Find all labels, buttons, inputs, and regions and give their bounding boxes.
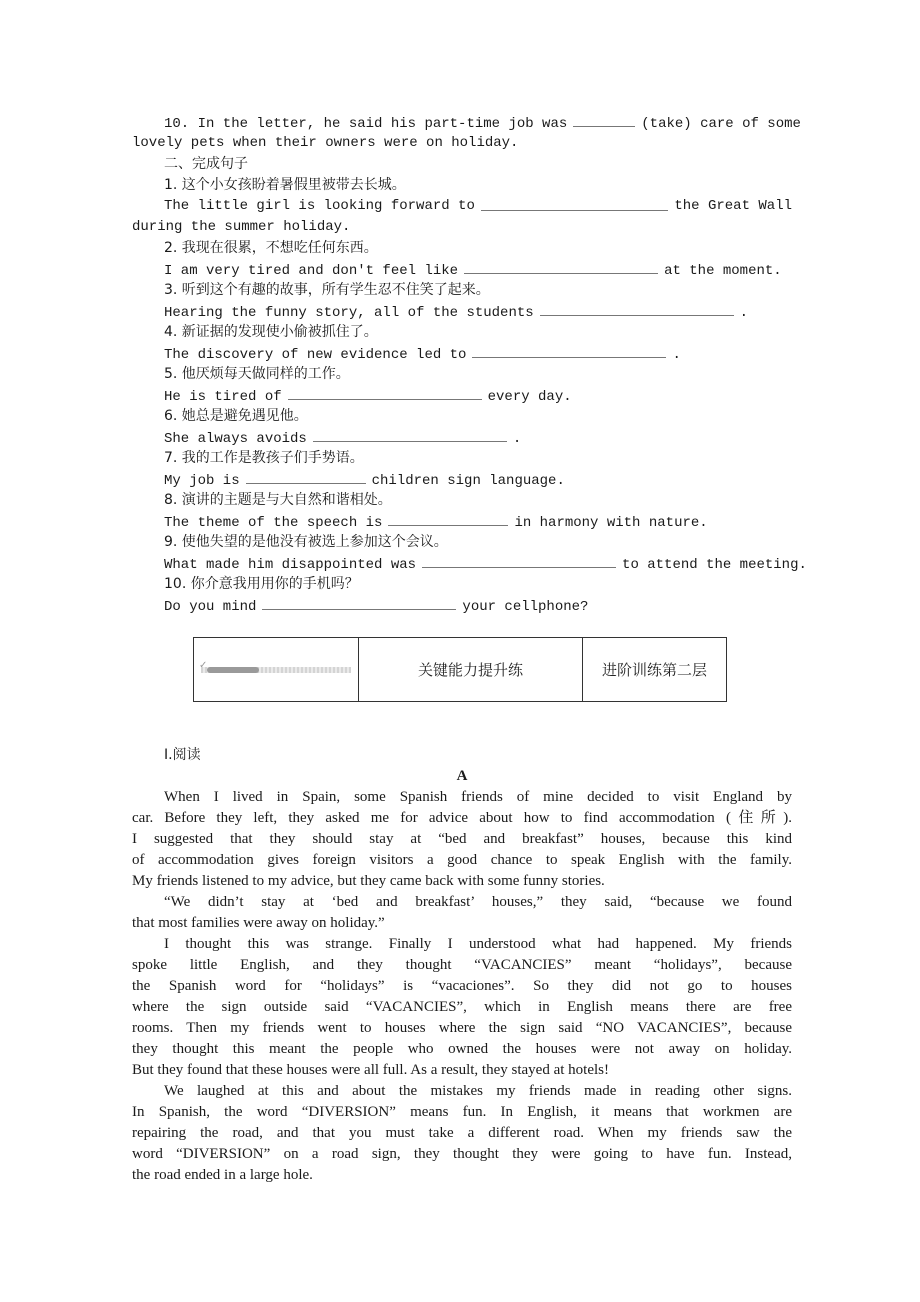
prompt-en-10	[132, 595, 792, 616]
section-banner	[193, 637, 727, 702]
passage-line: In Spanish, the word “DIVERSION” means fun. In English, it means that workmen are	[132, 1104, 792, 1120]
prompt-zh-8: 8. 演讲的主题是与大自然和谐相处。	[164, 492, 392, 508]
item-text: at the moment.	[664, 263, 782, 279]
item-10-line	[132, 112, 801, 133]
prompt-en-5	[132, 385, 792, 406]
item-text: .	[739, 305, 749, 321]
item-text: .	[512, 431, 522, 447]
item-text: 10. In the letter, he said his part-time job was	[164, 116, 568, 132]
item-text: every day.	[487, 389, 572, 405]
answer-blank	[313, 427, 507, 442]
passage-line: car. Before they left, they asked me for advice about how to find accommodation (住所).	[132, 810, 792, 826]
section-heading: 二、完成句子	[164, 156, 248, 172]
prompt-zh-5: 5. 他厌烦每天做同样的工作。	[164, 366, 350, 382]
item-text: I am very tired and don't feel like	[164, 263, 459, 279]
answer-blank	[246, 469, 366, 484]
answer-blank	[540, 301, 734, 316]
banner-title: 关键能力提升练	[359, 638, 583, 701]
banner-level: 进阶训练第二层	[601, 661, 707, 679]
prompt-zh-2: 2. 我现在很累，不想吃任何东西。	[164, 240, 378, 256]
item-text: The theme of the speech is	[164, 515, 383, 531]
passage-line: I thought this was strange. Finally I understood what had happened. My friends	[164, 936, 792, 952]
item-text: The discovery of new evidence led to	[164, 347, 467, 363]
item-text: She always avoids	[164, 431, 307, 447]
item-text: Do you mind	[164, 599, 257, 615]
passage-line: “We didn’t stay at ‘bed and breakfast’ houses,” they said, “because we found	[164, 894, 792, 910]
answer-blank	[422, 553, 616, 568]
item-text: The little girl is looking forward to	[164, 198, 475, 214]
item-text: the Great Wall	[674, 198, 792, 214]
prompt-en-1-cont: during the summer holiday.	[132, 219, 351, 235]
prompt-en-9	[132, 553, 807, 574]
passage-line: spoke little English, and they thought “VACANCIES” meant “holidays”, because	[132, 957, 792, 973]
passage-label: A	[456, 768, 468, 784]
passage-line: repairing the road, and that you must take a different road. When my friends saw the	[132, 1125, 792, 1141]
answer-blank	[481, 196, 669, 211]
prompt-zh-3: 3. 听到这个有趣的故事，所有学生忍不住笑了起来。	[164, 282, 490, 298]
passage-line: rooms. Then my friends went to houses where the sign said “NO VACANCIES”, because	[132, 1020, 792, 1036]
answer-blank	[262, 595, 456, 610]
item-text: in harmony with nature.	[514, 515, 708, 531]
passage-line: where the sign outside said “VACANCIES”, which in English means there are free	[132, 999, 792, 1015]
prompt-zh-6: 6. 她总是避免遇见他。	[164, 408, 308, 424]
reading-heading: Ⅰ.阅读	[164, 747, 201, 763]
prompt-en-6	[132, 427, 792, 448]
passage-line: they thought this meant the people who owned the houses were not away on holiday.	[132, 1041, 792, 1057]
passage-line: of accommodation gives foreign visitors a good chance to speak English with the family.	[132, 852, 792, 868]
passage-line: My friends listened to my advice, but they came back with some funny stories.	[132, 873, 605, 889]
reading-section	[132, 745, 792, 1186]
item-text: to attend the meeting.	[622, 557, 807, 573]
answer-blank	[464, 259, 658, 274]
check-icon: ✓	[199, 659, 208, 671]
prompt-en-2	[132, 259, 792, 280]
answer-blank	[288, 385, 482, 400]
prompt-zh-7: 7. 我的工作是教孩子们手势语。	[164, 450, 364, 466]
item-text: My job is	[164, 473, 240, 489]
item-text: He is tired of	[164, 389, 282, 405]
prompt-en-4	[132, 343, 792, 364]
prompt-zh-9: 9. 使他失望的是他没有被选上参加这个会议。	[164, 534, 448, 550]
passage-line: When I lived in Spain, some Spanish friends of mine decided to visit England by	[164, 789, 792, 805]
passage-line: word “DIVERSION” on a road sign, they thought they were going to have fun. Instead,	[132, 1146, 792, 1162]
prompt-en-8	[132, 511, 792, 532]
item-text: your cellphone?	[462, 599, 589, 615]
prompt-zh-10: 10. 你介意我用用你的手机吗？	[164, 576, 359, 592]
prompt-zh-4: 4. 新证据的发现使小偷被抓住了。	[164, 324, 378, 340]
progress-fill	[207, 667, 259, 673]
banner-icon-cell	[194, 638, 359, 701]
progress-bar-icon	[199, 659, 351, 673]
exercise-section	[132, 112, 807, 616]
passage-line: the Spanish word for “holidays” is “vacaciones”. So they did not go to houses	[132, 978, 792, 994]
item-text: What made him disappointed was	[164, 557, 417, 573]
item-10-cont: lovely pets when their owners were on holiday.	[132, 135, 519, 151]
item-text: .	[672, 347, 681, 363]
answer-blank	[573, 112, 635, 127]
prompt-zh-1: 1. 这个小女孩盼着暑假里被带去长城。	[164, 177, 406, 193]
item-text: Hearing the funny story, all of the students	[164, 305, 534, 321]
passage-line: that most families were away on holiday.”	[132, 915, 385, 931]
passage-line: I suggested that they should stay at “bed and breakfast” houses, because this kind	[132, 831, 792, 847]
passage-line: But they found that these houses were all full. As a result, they stayed at hotels!	[132, 1062, 609, 1078]
item-text: (take) care of some	[641, 116, 801, 132]
passage-line: the road ended in a large hole.	[132, 1167, 313, 1183]
prompt-en-3	[132, 301, 792, 322]
item-text: children sign language.	[371, 473, 565, 489]
passage-line: We laughed at this and about the mistakes my friends made in reading other signs.	[164, 1083, 792, 1099]
prompt-en-1	[132, 196, 792, 217]
answer-blank	[388, 511, 508, 526]
prompt-en-7	[132, 469, 792, 490]
answer-blank	[472, 343, 666, 358]
